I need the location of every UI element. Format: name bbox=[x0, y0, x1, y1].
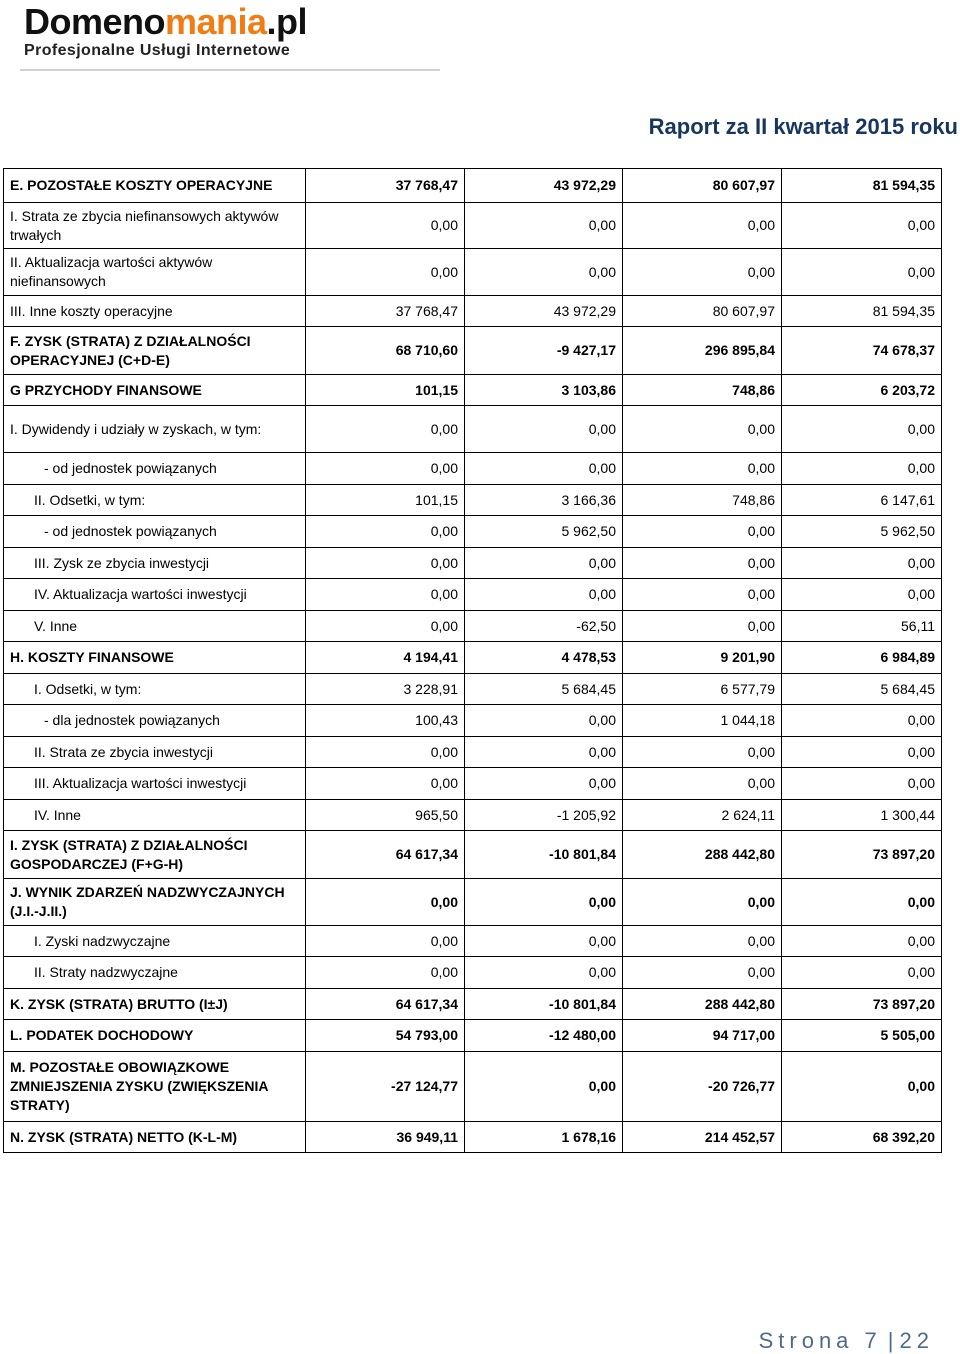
row-label: I. Odsetki, w tym: bbox=[4, 674, 306, 705]
value-cell: 1 300,44 bbox=[782, 800, 942, 831]
value-cell: 0,00 bbox=[623, 957, 782, 989]
value-cell: 80 607,97 bbox=[623, 296, 782, 327]
value-cell: 100,43 bbox=[306, 705, 465, 737]
row-label: M. POZOSTAŁE OBOWIĄZKOWE ZMNIEJSZENIA ZYSKU (ZWIĘKSZENIA STRATY) bbox=[4, 1052, 306, 1122]
value-cell: 68 710,60 bbox=[306, 327, 465, 375]
value-cell: -12 480,00 bbox=[465, 1020, 623, 1052]
value-cell: 3 103,86 bbox=[465, 375, 623, 406]
table-row bbox=[4, 989, 942, 1020]
value-cell: 0,00 bbox=[782, 768, 942, 800]
page-separator: | bbox=[887, 1328, 894, 1353]
table-row bbox=[4, 579, 942, 611]
value-cell: 3 228,91 bbox=[306, 674, 465, 705]
value-cell: 0,00 bbox=[623, 249, 782, 296]
logo-part-1: Domeno bbox=[24, 1, 165, 42]
value-cell: 9 201,90 bbox=[623, 642, 782, 674]
row-label: E. POZOSTAŁE KOSZTY OPERACYJNE bbox=[4, 169, 306, 203]
value-cell: 6 577,79 bbox=[623, 674, 782, 705]
value-cell: 0,00 bbox=[306, 957, 465, 989]
value-cell: 73 897,20 bbox=[782, 989, 942, 1020]
value-cell: -9 427,17 bbox=[465, 327, 623, 375]
row-label: G PRZYCHODY FINANSOWE bbox=[4, 375, 306, 406]
value-cell: 0,00 bbox=[465, 406, 623, 453]
value-cell: 4 478,53 bbox=[465, 642, 623, 674]
row-label: IV. Aktualizacja wartości inwestycji bbox=[4, 579, 306, 611]
value-cell: 0,00 bbox=[465, 548, 623, 579]
value-cell: 5 684,45 bbox=[465, 674, 623, 705]
value-cell: 0,00 bbox=[782, 406, 942, 453]
table-row bbox=[4, 611, 942, 642]
value-cell: 5 962,50 bbox=[782, 516, 942, 548]
table-row bbox=[4, 516, 942, 548]
value-cell: -27 124,77 bbox=[306, 1052, 465, 1122]
value-cell: 0,00 bbox=[623, 203, 782, 249]
table-row bbox=[4, 485, 942, 516]
value-cell: 0,00 bbox=[782, 737, 942, 768]
row-label: J. WYNIK ZDARZEŃ NADZWYCZAJNYCH (J.I.-J.II.) bbox=[4, 879, 306, 926]
table-row bbox=[4, 768, 942, 800]
page-number bbox=[759, 1328, 934, 1354]
row-label: N. ZYSK (STRATA) NETTO (K-L-M) bbox=[4, 1122, 306, 1153]
value-cell: 0,00 bbox=[782, 548, 942, 579]
value-cell: 0,00 bbox=[465, 1052, 623, 1122]
value-cell: -10 801,84 bbox=[465, 989, 623, 1020]
row-label: II. Aktualizacja wartości aktywów niefinansowych bbox=[4, 249, 306, 296]
value-cell: 5 962,50 bbox=[465, 516, 623, 548]
page-total: 22 bbox=[899, 1328, 934, 1353]
value-cell: 0,00 bbox=[306, 548, 465, 579]
table-row bbox=[4, 957, 942, 989]
value-cell: 0,00 bbox=[465, 768, 623, 800]
value-cell: 64 617,34 bbox=[306, 989, 465, 1020]
value-cell: 0,00 bbox=[623, 768, 782, 800]
value-cell: 0,00 bbox=[465, 453, 623, 485]
row-label: V. Inne bbox=[4, 611, 306, 642]
value-cell: 0,00 bbox=[306, 611, 465, 642]
table-row bbox=[4, 831, 942, 879]
row-label: IV. Inne bbox=[4, 800, 306, 831]
value-cell: 0,00 bbox=[465, 926, 623, 957]
row-label: II. Straty nadzwyczajne bbox=[4, 957, 306, 989]
row-label: III. Aktualizacja wartości inwestycji bbox=[4, 768, 306, 800]
table-row bbox=[4, 879, 942, 926]
value-cell: 748,86 bbox=[623, 485, 782, 516]
table-row bbox=[4, 203, 942, 249]
value-cell: 748,86 bbox=[623, 375, 782, 406]
value-cell: 56,11 bbox=[782, 611, 942, 642]
value-cell: 68 392,20 bbox=[782, 1122, 942, 1153]
value-cell: 0,00 bbox=[306, 926, 465, 957]
table-row bbox=[4, 1020, 942, 1052]
value-cell: 288 442,80 bbox=[623, 989, 782, 1020]
value-cell: 43 972,29 bbox=[465, 296, 623, 327]
value-cell: 0,00 bbox=[782, 203, 942, 249]
value-cell: 0,00 bbox=[306, 203, 465, 249]
value-cell: -62,50 bbox=[465, 611, 623, 642]
value-cell: 0,00 bbox=[623, 879, 782, 926]
value-cell: 0,00 bbox=[306, 879, 465, 926]
row-label: L. PODATEK DOCHODOWY bbox=[4, 1020, 306, 1052]
value-cell: 0,00 bbox=[306, 768, 465, 800]
value-cell: 0,00 bbox=[782, 705, 942, 737]
value-cell: 0,00 bbox=[623, 611, 782, 642]
value-cell: 3 166,36 bbox=[465, 485, 623, 516]
value-cell: 5 505,00 bbox=[782, 1020, 942, 1052]
value-cell: 101,15 bbox=[306, 485, 465, 516]
value-cell: 1 678,16 bbox=[465, 1122, 623, 1153]
value-cell: 54 793,00 bbox=[306, 1020, 465, 1052]
row-label: K. ZYSK (STRATA) BRUTTO (I±J) bbox=[4, 989, 306, 1020]
value-cell: 6 984,89 bbox=[782, 642, 942, 674]
value-cell: -20 726,77 bbox=[623, 1052, 782, 1122]
value-cell: 0,00 bbox=[465, 579, 623, 611]
table-row bbox=[4, 327, 942, 375]
value-cell: 6 203,72 bbox=[782, 375, 942, 406]
value-cell: 94 717,00 bbox=[623, 1020, 782, 1052]
header-divider bbox=[20, 69, 440, 71]
row-label: II. Strata ze zbycia inwestycji bbox=[4, 737, 306, 768]
value-cell: 37 768,47 bbox=[306, 296, 465, 327]
value-cell: 6 147,61 bbox=[782, 485, 942, 516]
value-cell: -1 205,92 bbox=[465, 800, 623, 831]
value-cell: 5 684,45 bbox=[782, 674, 942, 705]
row-label: - dla jednostek powiązanych bbox=[4, 705, 306, 737]
value-cell: 0,00 bbox=[782, 879, 942, 926]
table-row bbox=[4, 737, 942, 768]
value-cell: 296 895,84 bbox=[623, 327, 782, 375]
value-cell: 0,00 bbox=[465, 879, 623, 926]
value-cell: 0,00 bbox=[465, 957, 623, 989]
table-row bbox=[4, 375, 942, 406]
value-cell: 81 594,35 bbox=[782, 296, 942, 327]
value-cell: 4 194,41 bbox=[306, 642, 465, 674]
value-cell: 43 972,29 bbox=[465, 169, 623, 203]
value-cell: 0,00 bbox=[623, 579, 782, 611]
table-row bbox=[4, 406, 942, 453]
logo-part-2: mania bbox=[165, 1, 267, 42]
table-row bbox=[4, 1052, 942, 1122]
logo-wordmark bbox=[24, 2, 307, 42]
value-cell: 80 607,97 bbox=[623, 169, 782, 203]
page-current: 7 bbox=[864, 1328, 882, 1353]
value-cell: 0,00 bbox=[306, 737, 465, 768]
table-row bbox=[4, 169, 942, 203]
value-cell: 0,00 bbox=[306, 579, 465, 611]
value-cell: 2 624,11 bbox=[623, 800, 782, 831]
row-label: II. Odsetki, w tym: bbox=[4, 485, 306, 516]
table-row bbox=[4, 1122, 942, 1153]
value-cell: 0,00 bbox=[623, 453, 782, 485]
table-row bbox=[4, 926, 942, 957]
value-cell: 0,00 bbox=[782, 579, 942, 611]
value-cell: 0,00 bbox=[465, 249, 623, 296]
value-cell: 0,00 bbox=[623, 516, 782, 548]
table-row bbox=[4, 296, 942, 327]
row-label: - od jednostek powiązanych bbox=[4, 516, 306, 548]
value-cell: 0,00 bbox=[465, 705, 623, 737]
table-row bbox=[4, 453, 942, 485]
value-cell: 0,00 bbox=[465, 203, 623, 249]
row-label: III. Inne koszty operacyjne bbox=[4, 296, 306, 327]
value-cell: 0,00 bbox=[623, 926, 782, 957]
logo-tagline: Profesjonalne Usługi Internetowe bbox=[24, 42, 291, 59]
value-cell: 101,15 bbox=[306, 375, 465, 406]
table-row bbox=[4, 705, 942, 737]
table-row bbox=[4, 674, 942, 705]
value-cell: 74 678,37 bbox=[782, 327, 942, 375]
value-cell: -10 801,84 bbox=[465, 831, 623, 879]
table-row bbox=[4, 548, 942, 579]
value-cell: 81 594,35 bbox=[782, 169, 942, 203]
value-cell: 36 949,11 bbox=[306, 1122, 465, 1153]
value-cell: 37 768,47 bbox=[306, 169, 465, 203]
report-title: Raport za II kwartał 2015 roku bbox=[648, 114, 958, 139]
table-row bbox=[4, 249, 942, 296]
value-cell: 64 617,34 bbox=[306, 831, 465, 879]
financial-table bbox=[3, 168, 942, 1153]
value-cell: 0,00 bbox=[782, 957, 942, 989]
value-cell: 0,00 bbox=[782, 249, 942, 296]
row-label: H. KOSZTY FINANSOWE bbox=[4, 642, 306, 674]
value-cell: 0,00 bbox=[306, 453, 465, 485]
row-label: I. Dywidendy i udziały w zyskach, w tym: bbox=[4, 406, 306, 453]
value-cell: 0,00 bbox=[782, 926, 942, 957]
value-cell: 965,50 bbox=[306, 800, 465, 831]
page-word: Strona bbox=[758, 1328, 854, 1353]
value-cell: 0,00 bbox=[623, 406, 782, 453]
row-label: - od jednostek powiązanych bbox=[4, 453, 306, 485]
value-cell: 0,00 bbox=[623, 548, 782, 579]
table-row bbox=[4, 800, 942, 831]
row-label: I. ZYSK (STRATA) Z DZIAŁALNOŚCI GOSPODARCZEJ (F+G-H) bbox=[4, 831, 306, 879]
value-cell: 73 897,20 bbox=[782, 831, 942, 879]
value-cell: 0,00 bbox=[623, 737, 782, 768]
company-logo bbox=[24, 2, 307, 60]
row-label: III. Zysk ze zbycia inwestycji bbox=[4, 548, 306, 579]
value-cell: 0,00 bbox=[306, 406, 465, 453]
value-cell: 0,00 bbox=[465, 737, 623, 768]
row-label: F. ZYSK (STRATA) Z DZIAŁALNOŚCI OPERACYJNEJ (C+D-E) bbox=[4, 327, 306, 375]
value-cell: 0,00 bbox=[306, 516, 465, 548]
value-cell: 0,00 bbox=[306, 249, 465, 296]
value-cell: 0,00 bbox=[782, 1052, 942, 1122]
value-cell: 1 044,18 bbox=[623, 705, 782, 737]
row-label: I. Zyski nadzwyczajne bbox=[4, 926, 306, 957]
logo-part-3: .pl bbox=[266, 1, 308, 42]
table-row bbox=[4, 642, 942, 674]
row-label: I. Strata ze zbycia niefinansowych aktywów trwałych bbox=[4, 203, 306, 249]
value-cell: 288 442,80 bbox=[623, 831, 782, 879]
value-cell: 214 452,57 bbox=[623, 1122, 782, 1153]
value-cell: 0,00 bbox=[782, 453, 942, 485]
